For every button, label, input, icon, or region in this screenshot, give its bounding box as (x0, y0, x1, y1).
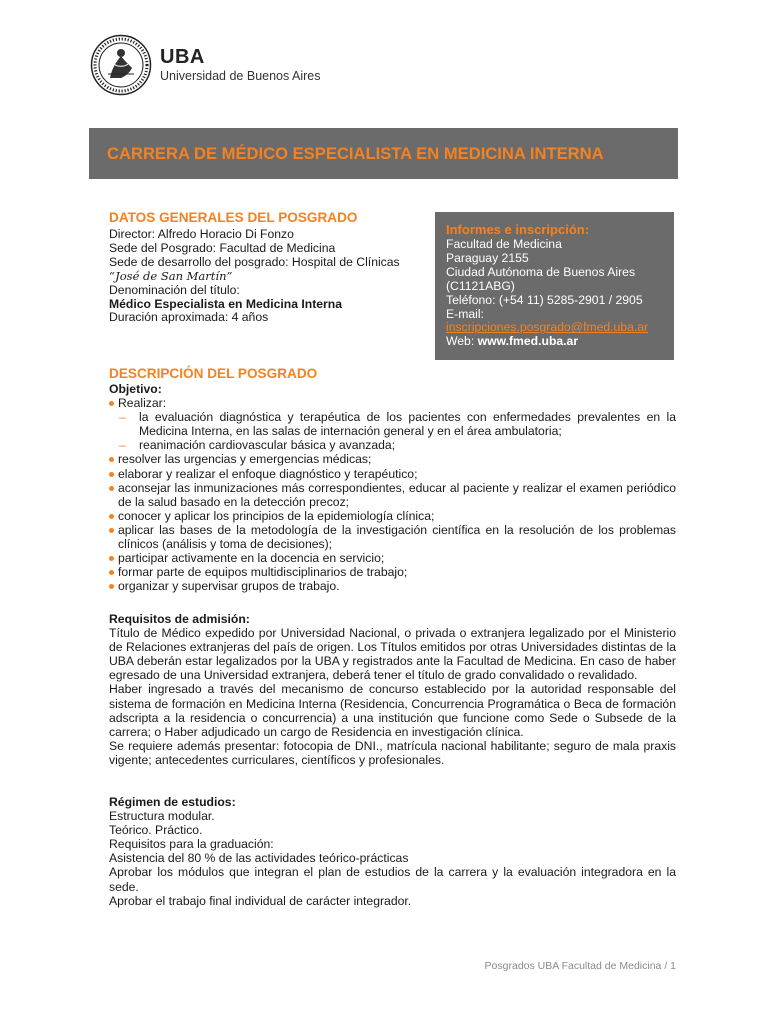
uba-seal-logo (90, 34, 152, 96)
list-item: resolver las urgencias y emergencias médicas; (109, 452, 676, 466)
regimen-line: Estructura modular. (109, 809, 215, 824)
regimen-line: Aprobar el trabajo final individual de carácter integrador. (109, 893, 412, 908)
info-box (435, 212, 674, 360)
sub-list-item: – la evaluación diagnóstica y terapéutica de los pacientes con enfermedades prevalentes en la Medicina Interna, en las salas de internación general y en el área ambulatoria; (109, 410, 676, 438)
description-heading: DESCRIPCIÓN DEL POSGRADO (109, 366, 318, 381)
hospital-name: “José de San Martín” (109, 268, 233, 283)
info-heading: Informes e inscripción: (446, 222, 590, 237)
regimen-heading: Régimen de estudios: (109, 795, 236, 809)
web-label: Web: (446, 334, 475, 349)
phone-line: Teléfono: (+54 11) 5285-2901 / 2905 (446, 292, 643, 307)
regimen-line: Requisitos para la graduación: (109, 837, 274, 852)
web-link[interactable]: www.fmed.uba.ar (477, 334, 579, 349)
list-item: conocer y aplicar los principios de la epidemiología clínica; (109, 509, 676, 523)
regimen-line: Asistencia del 80 % de las actividades teórico-prácticas (109, 851, 409, 866)
denominacion-label: Denominación del título: (109, 282, 240, 297)
objetivo-label: Objetivo: (109, 382, 162, 396)
paragraph: Título de Médico expedido por Universidad Nacional, o privada o extranjera legalizado por el Ministerio de Relaciones extranjeras del país de origen. Los Títulos emitidos por otras Universidades distintas de la UBA deberán estar legalizados por la UBA y registrados ante la Facultad de Medicina. En caso de haber egresado de una Universidad extranjera, deberá tener el título de grado convalidado o revalidado. (109, 626, 676, 683)
page-footer: Posgrados UBA Facultad de Medicina / 1 (484, 960, 676, 972)
list-item: aplicar las bases de la metodología de la investigación científica en la resolución de los problemas clínicos (análisis y toma de decisiones); (109, 523, 676, 551)
brand-subtitle: Universidad de Buenos Aires (160, 69, 321, 83)
general-data-heading: DATOS GENERALES DEL POSGRADO (109, 210, 358, 225)
director-line: Director: Alfredo Horacio Di Fonzo (109, 227, 294, 241)
email-link[interactable]: inscripciones.posgrado@fmed.uba.ar (446, 320, 649, 335)
objectives-section (109, 382, 676, 593)
regimen-line: Aprobar los módulos que integran el plan de estudios de la carrera y la evaluación integradora en la sede. (109, 865, 676, 894)
requisitos-heading: Requisitos de admisión: (109, 612, 250, 626)
list-item: Realizar: (109, 396, 676, 410)
list-item: organizar y supervisar grupos de trabajo. (109, 579, 676, 593)
list-item: aconsejar las inmunizaciones más correspondientes, educar al paciente y realizar el examen periódico de la salud basado en la detección precoz; (109, 481, 676, 509)
sede-desarrollo-line: Sede de desarrollo del posgrado: Hospital de Clínicas (109, 254, 400, 269)
university-seal-icon (90, 34, 152, 96)
email-label: E-mail: (446, 306, 484, 321)
brand-name: UBA (160, 46, 205, 68)
list-item: elaborar y realizar el enfoque diagnóstico y terapéutico; (109, 467, 676, 481)
paragraph: Se requiere además presentar: fotocopia de DNI., matrícula nacional habilitante; seguro de mala praxis vigente; antecedentes curriculares, científicos y profesionales. (109, 738, 676, 767)
info-line: Ciudad Autónoma de Buenos Aires (446, 264, 636, 279)
duracion-line: Duración aproximada: 4 años (109, 310, 269, 325)
list-item: participar activamente en la docencia en servicio; (109, 551, 676, 565)
sede-line: Sede del Posgrado: Facultad de Medicina (109, 240, 336, 255)
regimen-line: Teórico. Práctico. (109, 823, 203, 838)
title-banner (89, 128, 678, 179)
page-title: CARRERA DE MÉDICO ESPECIALISTA EN MEDICINA INTERNA (107, 143, 604, 163)
degree-title: Médico Especialista en Medicina Interna (109, 296, 342, 311)
admission-section (109, 612, 676, 767)
paragraph: Haber ingresado a través del mecanismo de concurso establecido por la autoridad responsable del sistema de formación en Medicina Interna (Residencia, Concurrencia Programática o Beca de formación adscripta a la residencia o concurrencia) a una institución que funcione como Sede o Subsede de la carrera; o Haber adjudicado un cargo de Residencia en investigación clínica. (109, 682, 676, 739)
info-line: Paraguay 2155 (446, 250, 529, 265)
sub-list-item: – reanimación cardiovascular básica y avanzada; (109, 438, 676, 452)
info-line: Facultad de Medicina (446, 237, 562, 251)
info-line: (C1121ABG) (446, 278, 515, 293)
study-regime-section (109, 795, 676, 908)
list-item: formar parte de equipos multidisciplinarios de trabajo; (109, 565, 676, 579)
general-data (109, 228, 429, 325)
